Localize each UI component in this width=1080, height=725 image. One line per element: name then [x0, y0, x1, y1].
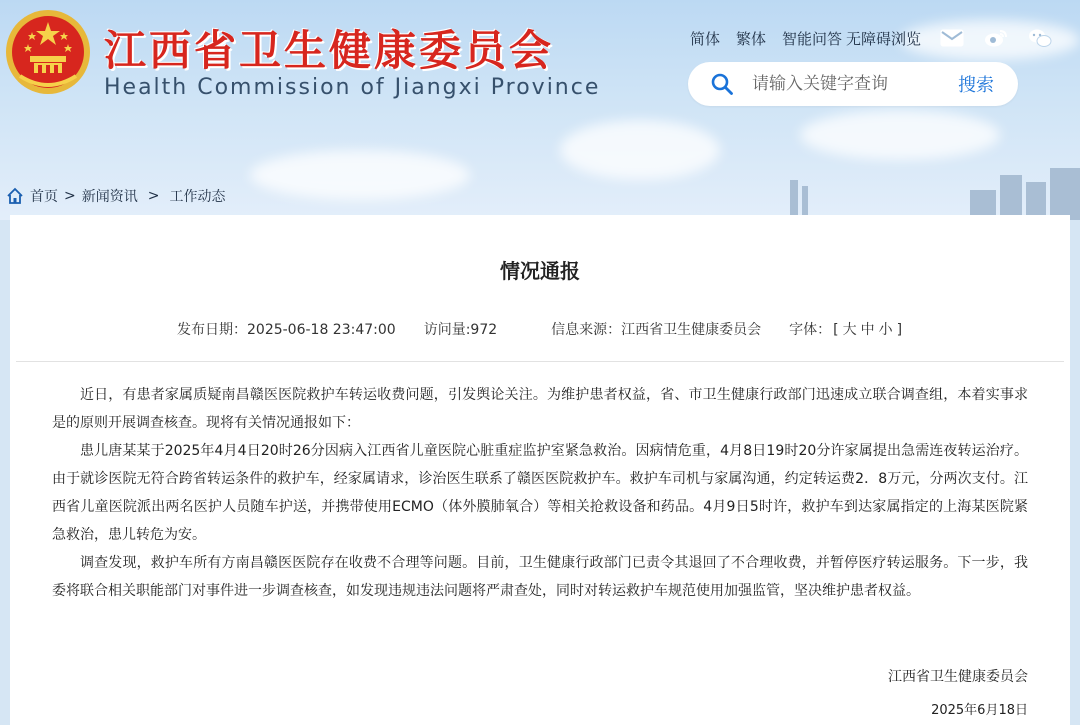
article-container: [10, 215, 1070, 725]
article-title: 情况通报: [500, 259, 580, 283]
site-subtitle: Health Commission of Jiangxi Province: [104, 75, 601, 100]
breadcrumb-separator: >: [64, 188, 76, 204]
paragraph: 患儿唐某某于2025年4月4日20时26分因病入江西省儿童医院心脏重症监护室紧急救治。因病情危重，4月8日19时20分许家属提出急需连夜转运治疗。由于就诊医院无符合跨省转运条件的救护车，经家属请求，诊治医生联系了赣医医院救护车。救护车司机与家属沟通，约定转运费2．8万元，分两次支付。江西省儿童医院派出两名医护人员随车护送，并携带使用ECMO（体外膜肺氧合）等相关抢救设备和药品。4月9日5时许，救护车到达家属指定的上海某医院紧急救治，患儿转危为安。: [52, 443, 1029, 543]
search-icon[interactable]: [710, 72, 734, 96]
font-size-medium[interactable]: 中: [860, 322, 875, 338]
font-size-large[interactable]: 大: [842, 322, 857, 338]
font-size-bracket-open: [: [833, 322, 839, 338]
national-emblem-icon: [2, 6, 94, 98]
top-links: [690, 28, 921, 49]
font-size-label: 字体：: [789, 322, 832, 338]
link-accessibility[interactable]: 无障碍浏览: [846, 30, 922, 48]
site-header: [0, 0, 1080, 220]
weibo-icon[interactable]: [984, 28, 1008, 48]
paragraph: 调查发现，救护车所有方南昌赣医医院存在收费不合理等问题。目前，卫生健康行政部门已责令其退回了不合理收费，并暂停医疗转运服务。下一步，我委将联合相关职能部门对事件进一步调查核查，如发现违规违法问题将严肃查处，同时对转运救护车规范使用加强监管，坚决维护患者权益。: [52, 555, 1028, 599]
article-meta: [177, 319, 932, 339]
link-simplified[interactable]: 简体: [690, 30, 721, 48]
article-body: [52, 381, 1028, 605]
social-links: [940, 28, 1052, 48]
search-button[interactable]: 搜索: [952, 70, 1000, 98]
font-size-small[interactable]: 小: [878, 322, 893, 338]
publish-date: [177, 319, 396, 339]
font-size-control: [789, 319, 904, 339]
view-count: [424, 319, 497, 339]
view-count-value: 972: [470, 322, 498, 338]
font-size-bracket-close: ]: [896, 322, 903, 338]
search-box: [688, 62, 1018, 106]
site-title: 江西省卫生健康委员会: [104, 26, 555, 75]
info-source-label: 信息来源：: [551, 322, 622, 338]
mail-icon[interactable]: [940, 28, 964, 48]
article-date: 2025年6月18日: [931, 703, 1028, 718]
publish-date-label: 发布日期：: [177, 322, 247, 338]
breadcrumb-separator: >: [147, 188, 160, 204]
paragraph: 近日，有患者家属质疑南昌赣医医院救护车转运收费问题，引发舆论关注。为维护患者权益，省、市卫生健康行政部门迅速成立联合调查组，本着实事求是的原则开展调查核查。现将有关情况通报如下：: [52, 387, 1028, 431]
home-icon: [6, 187, 24, 205]
breadcrumb: [6, 186, 225, 206]
wechat-icon[interactable]: [1028, 28, 1052, 48]
search-input[interactable]: [750, 73, 944, 95]
publish-date-value: 2025-06-18 23:47:00: [247, 322, 396, 338]
view-count-label: 访问量:: [423, 322, 471, 338]
link-traditional[interactable]: 繁体: [736, 30, 767, 48]
link-smart-qa[interactable]: 智能问答: [782, 30, 843, 48]
info-source: [551, 319, 761, 339]
divider: [16, 361, 1064, 362]
info-source-value: 江西省卫生健康委员会: [621, 322, 762, 338]
breadcrumb-work-updates[interactable]: 工作动态: [169, 189, 226, 205]
article-signature: 江西省卫生健康委员会: [888, 669, 1028, 685]
breadcrumb-home[interactable]: 首页: [30, 189, 58, 205]
breadcrumb-news[interactable]: 新闻资讯: [81, 189, 138, 205]
